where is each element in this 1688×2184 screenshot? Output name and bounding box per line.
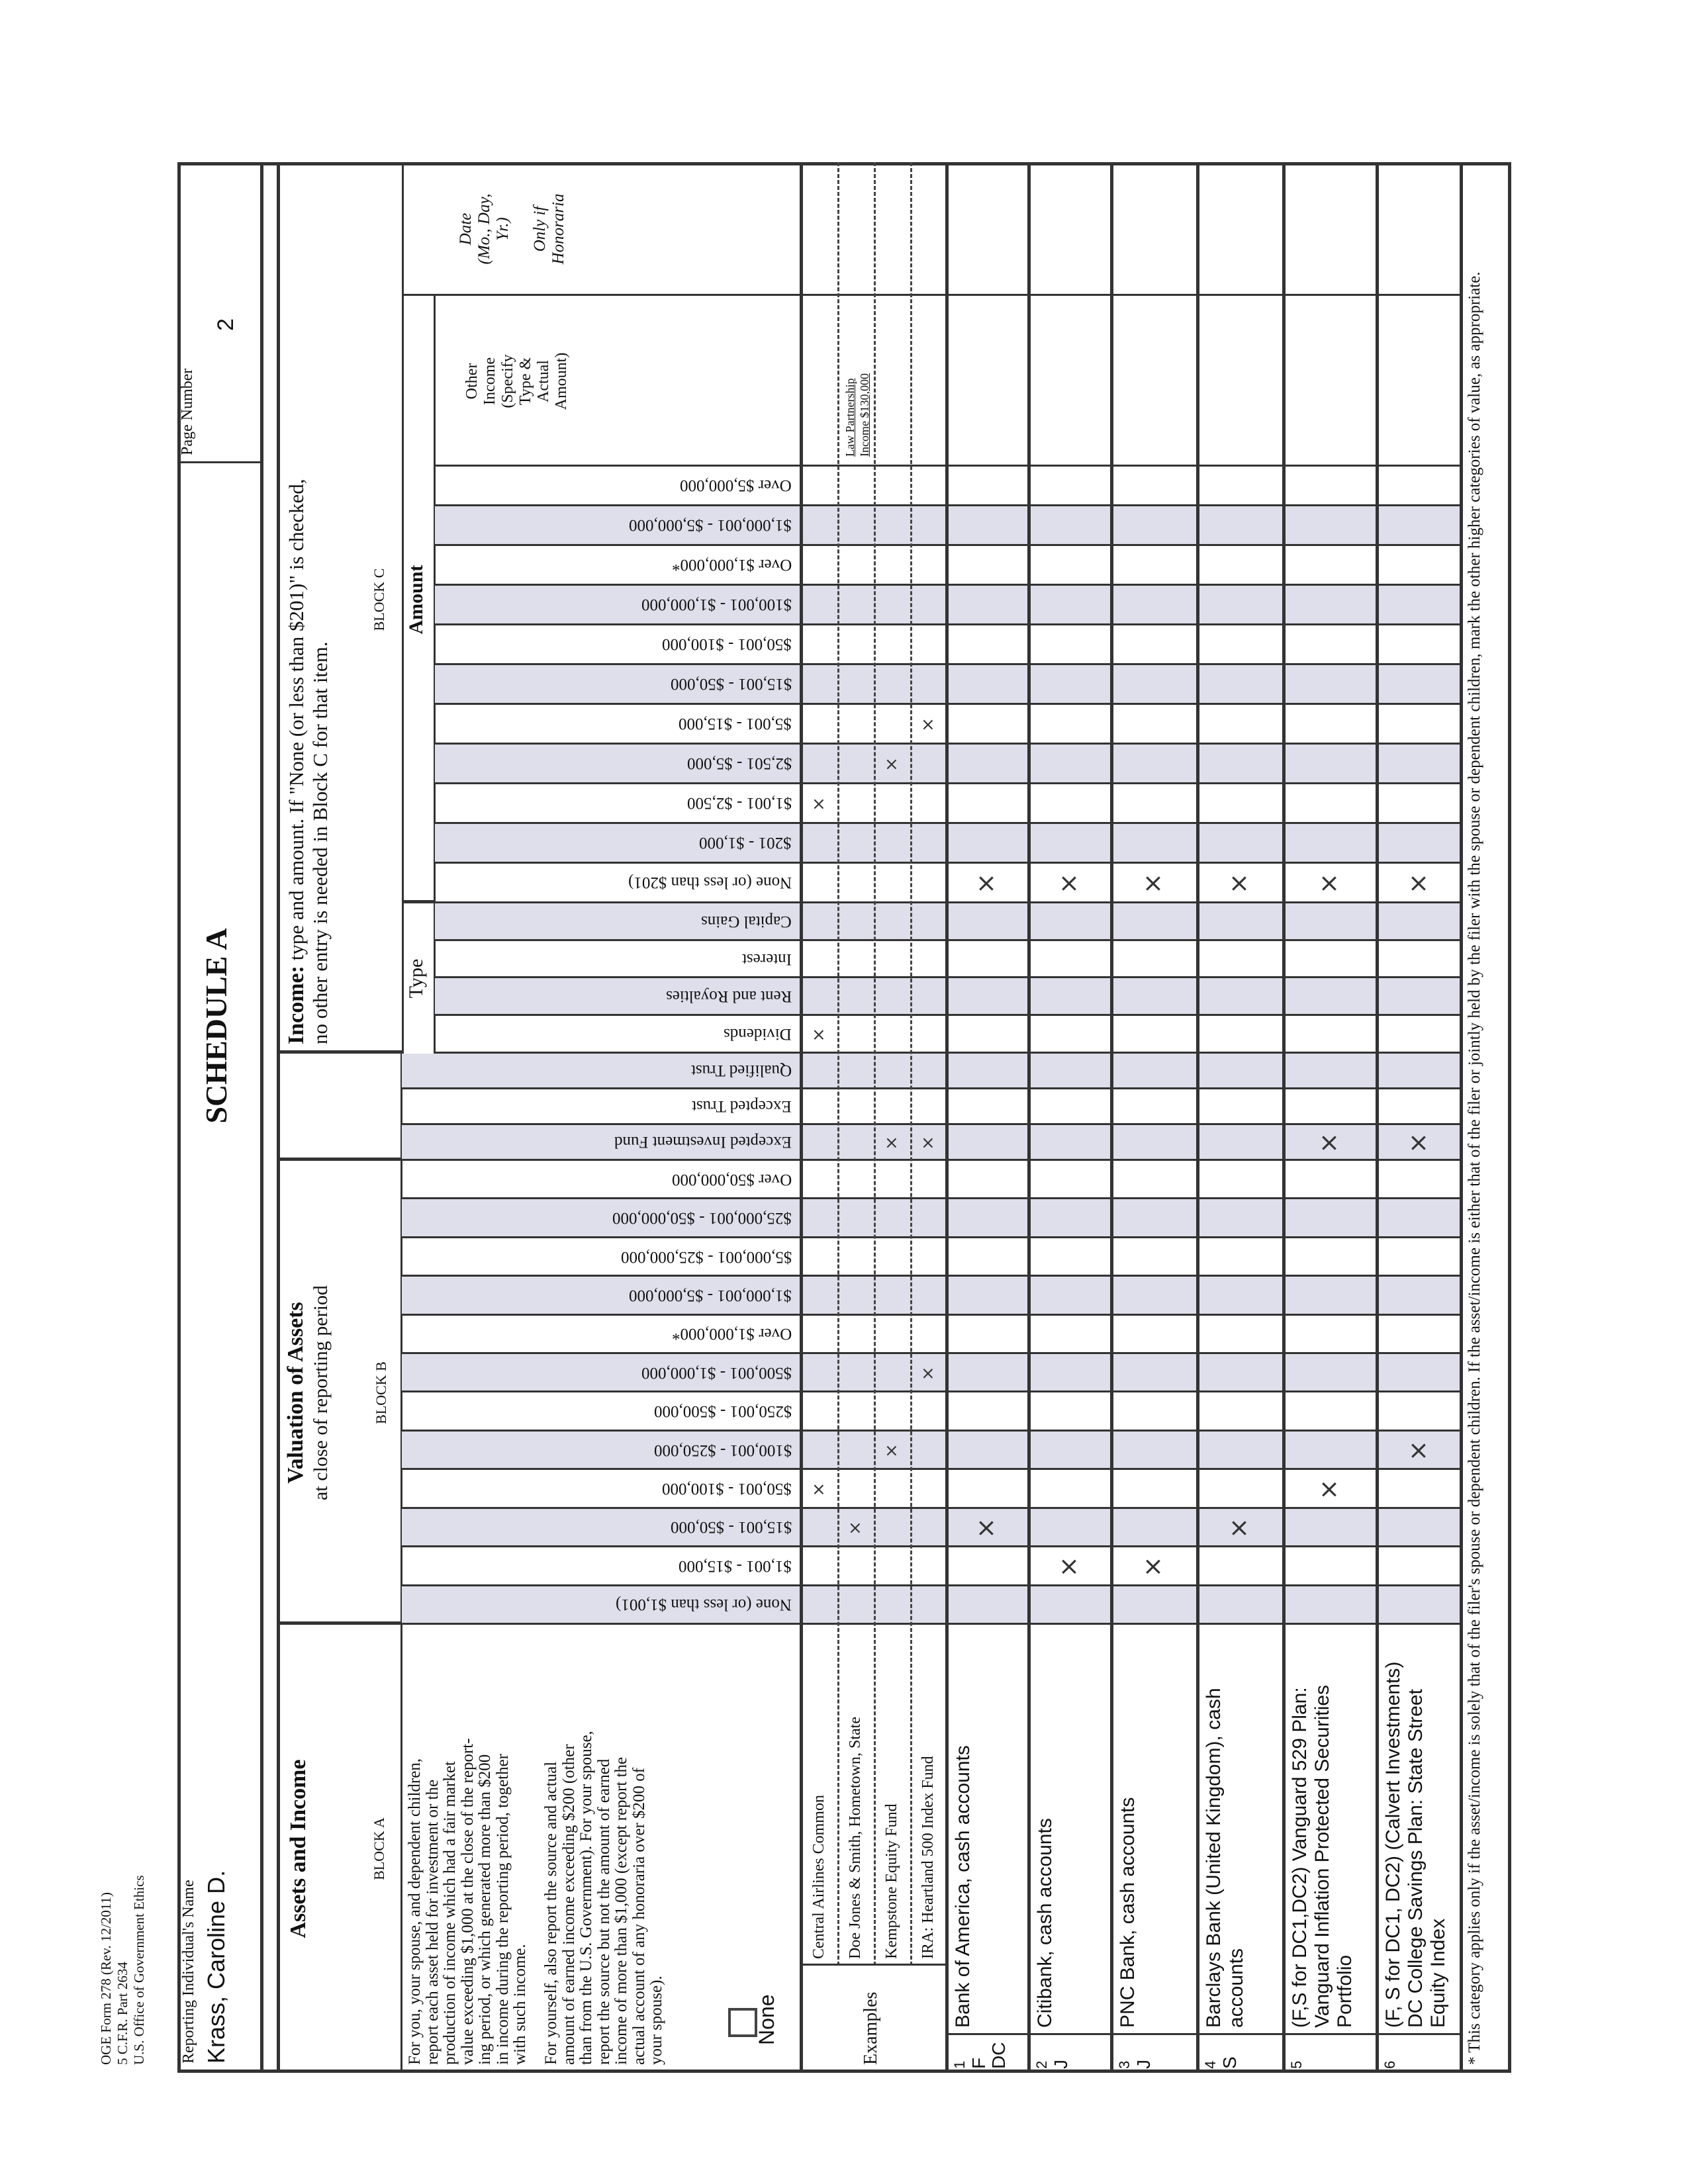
column-header-label: $1,000,001 - $5,000,000 bbox=[629, 516, 792, 535]
asset-description[interactable]: Bank of America, cash accounts bbox=[952, 1745, 974, 2028]
x-mark: × bbox=[971, 873, 1000, 894]
column-header-label: Excepted Investment Fund bbox=[614, 1133, 792, 1152]
row-number: 5 bbox=[1288, 2060, 1305, 2069]
example-x-mark: × bbox=[882, 1443, 902, 1459]
block-a-instructions-2: For yourself, also report the source and actual amount of earned income exceeding $200 (other than from the U.S. Government). For your spouse, report the source but not the amount of earned income of more than $1,000 (except report the actual account of any honoraria over $200 of your spouse). bbox=[542, 1731, 665, 2065]
column-header bbox=[402, 1586, 800, 1623]
column-header bbox=[435, 903, 800, 939]
row-number-cell bbox=[1381, 2036, 1399, 2069]
block-c-title-rest: type and amount. If "None (or less than $201)" is checked, bbox=[285, 478, 308, 966]
row-number: 2 bbox=[1033, 2060, 1050, 2069]
example-x-mark: × bbox=[882, 757, 902, 772]
column-header-label: Qualified Trust bbox=[690, 1062, 792, 1080]
date-header: Date (Mo., Day, Yr.) Only if Honoraria bbox=[457, 193, 567, 265]
column-header bbox=[402, 1161, 800, 1197]
example-asset: Doe Jones & Smith, Hometown, State bbox=[847, 1717, 864, 1959]
divider bbox=[801, 1964, 945, 1966]
column-header-label: Capital Gains bbox=[701, 912, 792, 931]
amount-label: Amount bbox=[405, 565, 427, 635]
row-number-cell bbox=[1033, 2036, 1071, 2069]
column-header bbox=[435, 824, 800, 862]
column-header-label: $50,001 - $100,000 bbox=[662, 1480, 792, 1498]
column-header-label: Over $1,000,000* bbox=[671, 556, 792, 574]
footnote: * This category applies only if the asset/income is solely that of the filer's spouse or dependent children. If the asset/income is either that of the filer or jointly held by the filer with the spouse or dependent children, mark the other higher categories of value, as appropriate. bbox=[1466, 271, 1483, 2065]
row-number-cell bbox=[1288, 2036, 1306, 2069]
column-header bbox=[402, 1199, 800, 1236]
x-mark: × bbox=[1313, 1132, 1343, 1154]
column-header-label: $2,501 - $5,000 bbox=[686, 754, 792, 773]
column-header bbox=[435, 665, 800, 703]
column-header-label: $1,000,001 - $5,000,000 bbox=[629, 1286, 792, 1304]
divider bbox=[260, 162, 263, 2073]
form-number: OGE Form 278 (Rev. 12/2011) bbox=[98, 1892, 114, 2065]
x-mark: × bbox=[1403, 873, 1432, 894]
row-number: 3 bbox=[1116, 2060, 1133, 2069]
block-c-instructions bbox=[285, 479, 332, 1045]
divider bbox=[1027, 2033, 1110, 2035]
x-mark: × bbox=[1224, 873, 1253, 894]
x-mark: × bbox=[1053, 873, 1083, 894]
example-x-mark: × bbox=[845, 1521, 865, 1535]
column-header bbox=[402, 1316, 800, 1352]
column-header bbox=[435, 941, 800, 977]
example-x-mark: × bbox=[809, 797, 829, 811]
divider bbox=[402, 900, 434, 903]
example-asset: Kempstone Equity Fund bbox=[883, 1803, 900, 1959]
table-row[interactable] bbox=[1196, 162, 1282, 2073]
row-number: 6 bbox=[1382, 2060, 1398, 2069]
row-number-cell bbox=[1115, 2036, 1154, 2069]
example-divider bbox=[837, 162, 839, 1966]
divider bbox=[945, 2033, 1027, 2035]
column-header bbox=[435, 546, 800, 584]
none-label: None bbox=[755, 1994, 778, 2045]
page-number-value: 2 bbox=[213, 318, 238, 331]
divider bbox=[1376, 2033, 1461, 2035]
table-row[interactable] bbox=[1282, 162, 1376, 2073]
column-header-label: $5,000,001 - $25,000,000 bbox=[620, 1248, 792, 1266]
column-header-label: None (or less than $201) bbox=[628, 874, 792, 892]
block-b-subtitle: at close of reporting period bbox=[310, 1285, 332, 1500]
column-header bbox=[402, 1125, 800, 1159]
column-header bbox=[402, 1089, 800, 1123]
column-header-label: Rent and Royalties bbox=[665, 987, 792, 1006]
column-header bbox=[402, 1277, 800, 1313]
page-number-label: Page Number bbox=[179, 368, 196, 455]
column-header-label: $500,001 - $1,000,000 bbox=[641, 1363, 792, 1382]
column-header-label: Over $1,000,000* bbox=[671, 1325, 792, 1343]
column-header-label: Interest bbox=[742, 950, 792, 968]
column-header bbox=[435, 467, 800, 504]
column-header bbox=[435, 979, 800, 1015]
column-header bbox=[435, 586, 800, 623]
other-income-header: Other Income (Specify Type & Actual Amount) bbox=[463, 352, 570, 410]
column-header bbox=[402, 1354, 800, 1390]
divider bbox=[1282, 2033, 1376, 2035]
table-row[interactable] bbox=[1110, 162, 1196, 2073]
column-header-label: $250,001 - $500,000 bbox=[653, 1402, 792, 1421]
column-header-label: $15,001 - $50,000 bbox=[670, 675, 792, 694]
page-number-divider bbox=[177, 461, 260, 463]
column-header-label: $15,001 - $50,000 bbox=[670, 1518, 792, 1537]
column-header bbox=[435, 506, 800, 544]
example-x-mark: × bbox=[918, 1136, 938, 1150]
column-header bbox=[402, 1432, 800, 1468]
divider bbox=[1196, 2033, 1282, 2035]
column-header-label: $201 - $1,000 bbox=[699, 834, 792, 852]
cfr-reference: 5 C.F.R. Part 2634 bbox=[115, 1962, 130, 2065]
block-c-line2: no other entry is needed in Block C for that item. bbox=[308, 641, 332, 1044]
table-row[interactable] bbox=[1376, 162, 1461, 2073]
owner-code: J bbox=[1051, 2060, 1071, 2069]
column-header bbox=[435, 625, 800, 663]
divider bbox=[277, 162, 280, 2073]
table-row[interactable] bbox=[1027, 162, 1110, 2073]
column-header bbox=[435, 784, 800, 822]
block-c-label: BLOCK C bbox=[371, 568, 387, 631]
column-header bbox=[402, 1547, 800, 1584]
schedule-title: SCHEDULE A bbox=[199, 928, 233, 1124]
row-number-cell bbox=[951, 2036, 1009, 2069]
divider bbox=[1110, 2033, 1196, 2035]
x-mark: × bbox=[1138, 873, 1167, 894]
owner-code: F DC bbox=[968, 2042, 1009, 2069]
column-header-label: $25,000,001 - $50,000,000 bbox=[612, 1209, 792, 1228]
column-header-label: $1,001 - $2,500 bbox=[686, 794, 792, 813]
x-mark: × bbox=[971, 1518, 1000, 1539]
row-number: 1 bbox=[951, 2060, 968, 2069]
column-header bbox=[402, 1393, 800, 1430]
column-header-label: $1,001 - $15,000 bbox=[679, 1557, 792, 1575]
x-mark: × bbox=[1053, 1556, 1083, 1578]
reporting-individual-name[interactable]: Krass, Caroline D. bbox=[203, 1870, 230, 2064]
table-row[interactable] bbox=[945, 162, 1027, 2073]
none-checkbox[interactable] bbox=[728, 2008, 757, 2037]
block-b-label: BLOCK B bbox=[373, 1361, 389, 1424]
owner-code: J bbox=[1133, 2060, 1154, 2069]
column-header bbox=[402, 1238, 800, 1275]
asset-description[interactable]: Citibank, cash accounts bbox=[1034, 1818, 1056, 2028]
column-header bbox=[435, 705, 800, 743]
column-header bbox=[435, 745, 800, 782]
example-x-mark: × bbox=[809, 1027, 829, 1042]
divider bbox=[277, 1158, 402, 1161]
form-identification bbox=[98, 1875, 148, 2065]
divider bbox=[277, 1050, 402, 1054]
column-header bbox=[402, 1054, 800, 1087]
divider bbox=[402, 162, 404, 1054]
example-x-mark: × bbox=[882, 1136, 902, 1150]
type-label: Type bbox=[405, 958, 427, 999]
x-mark: × bbox=[1313, 1479, 1343, 1500]
column-header bbox=[435, 864, 800, 901]
column-header-label: Excepted Trust bbox=[692, 1097, 792, 1116]
example-x-mark: × bbox=[809, 1482, 829, 1497]
name-label: Reporting Individual's Name bbox=[180, 1880, 197, 2064]
x-mark: × bbox=[1313, 873, 1343, 894]
column-header-label: None (or less than $1,001) bbox=[616, 1596, 792, 1614]
footnote-line bbox=[1460, 162, 1463, 2073]
example-asset: Central Airlines Common bbox=[810, 1795, 827, 1959]
block-a-title: Assets and Income bbox=[286, 1759, 310, 1938]
asset-description[interactable]: (F, S for DC1, DC2) (Calvert Investments) DC College Savings Plan: State Street Equity Index bbox=[1382, 1661, 1449, 2028]
asset-description[interactable]: PNC Bank, cash accounts bbox=[1117, 1797, 1139, 2028]
example-other-income: Law Partnership Income $130,000 bbox=[843, 373, 871, 457]
example-x-mark: × bbox=[918, 717, 938, 732]
column-header bbox=[435, 1016, 800, 1052]
asset-description[interactable]: Barclays Bank (United Kingdom), cash accounts bbox=[1203, 1688, 1247, 2028]
x-mark: × bbox=[1224, 1518, 1253, 1539]
examples-label: Examples bbox=[861, 1991, 881, 2065]
column-header bbox=[402, 1470, 800, 1506]
block-c-title: Income: bbox=[284, 966, 308, 1044]
example-divider bbox=[874, 162, 876, 1966]
example-x-mark: × bbox=[918, 1366, 938, 1381]
row-number-cell bbox=[1201, 2036, 1240, 2069]
column-header-label: $100,001 - $250,000 bbox=[653, 1441, 792, 1459]
example-asset: IRA: Heartland 500 Index Fund bbox=[919, 1756, 937, 1959]
column-header-label: Over $5,000,000 bbox=[680, 477, 792, 495]
asset-description[interactable]: (F,S for DC1,DC2) Vanguard 529 Plan: Vanguard Inflation Protected Securities Portfolio bbox=[1289, 1684, 1356, 2028]
example-divider bbox=[910, 162, 912, 1966]
column-header-label: Dividends bbox=[724, 1025, 792, 1044]
owner-code: S bbox=[1219, 2056, 1240, 2069]
x-mark: × bbox=[1403, 1132, 1432, 1154]
column-header-label: $5,001 - $15,000 bbox=[679, 715, 792, 733]
column-header-label: $50,001 - $100,000 bbox=[662, 635, 792, 654]
agency-name: U.S. Office of Government Ethics bbox=[131, 1875, 147, 2065]
column-header-label: Over $50,000,000 bbox=[671, 1170, 792, 1189]
x-mark: × bbox=[1138, 1556, 1167, 1578]
x-mark: × bbox=[1403, 1440, 1432, 1462]
block-b-title: Valuation of Assets bbox=[283, 1302, 308, 1484]
row-number: 4 bbox=[1202, 2060, 1219, 2069]
block-a-label: BLOCK A bbox=[371, 1817, 387, 1880]
column-header-label: $100,001 - $1,000,000 bbox=[641, 596, 792, 614]
header-bottom-line bbox=[800, 162, 803, 2073]
column-header bbox=[402, 1509, 800, 1545]
block-a-instructions-1: For you, your spouse, and dependent children, report each asset held for investment or the production of income which had a fair market value exceeding $1,000 at the close of the report- ing period, or which generated more than $200 in income during the reporting period, together with such income. bbox=[406, 1738, 529, 2065]
